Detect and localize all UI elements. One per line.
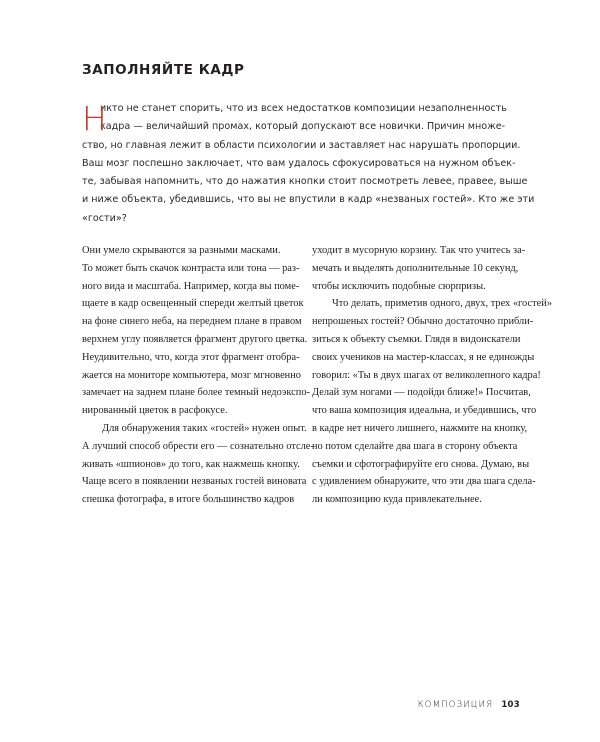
body-line: непрошеных гостей? Обычно достаточно прибли- <box>312 316 534 328</box>
body-line: Что делать, приметив одного, двух, трех «гостей» <box>332 298 553 310</box>
body-line: Они умело скрываются за разными масками. <box>82 245 281 256</box>
body-column-right <box>312 242 553 509</box>
body-line: мечать и выделять дополнительные 10 секунд, <box>312 262 519 274</box>
body-line: что ваша композиция идеальна, и убедившись, что <box>312 405 537 417</box>
body-line: Неудивительно, что, когда этот фрагмент отобра- <box>82 351 300 363</box>
intro-line: «гости»? <box>82 212 127 224</box>
intro-line: те, забывая напомнить, что до нажатия кнопки стоит посмотреть левее, правее, выше <box>82 176 528 188</box>
body-line: ного вида и масштаба. Например, когда вы поме- <box>82 280 300 292</box>
intro-line: и ниже объекта, убедившись, что вы не впустили в кадр «незваных гостей». Кто же эти <box>82 194 535 206</box>
body-line: на фоне синего неба, на переднем плане в правом <box>82 316 302 328</box>
body-line: жается на мониторе компьютера, мозг мгновенно <box>82 369 301 381</box>
drop-cap: Н <box>82 99 107 138</box>
body-line: живать «шпионов» до того, как нажмешь кнопку. <box>82 458 300 470</box>
intro-paragraph <box>82 99 535 228</box>
body-line: спешка фотографа, в итоге большинство кадров <box>82 494 295 506</box>
body-line: в кадре нет ничего лишнего, нажмите на кнопку, <box>312 422 528 434</box>
body-line: чтобы исключить подобные сюрпризы. <box>312 280 486 292</box>
body-line: верхнем углу появляется фрагмент другого цветка. <box>82 333 308 345</box>
body-line: нированный цветок в расфокусе. <box>82 405 228 417</box>
intro-line: кадра — величайший промах, который допускают все новички. Причин множе- <box>100 121 506 133</box>
body-line: но потом сделайте два шага в сторону объекта <box>312 440 518 452</box>
body-line: ли композицию куда привлекательнее. <box>312 494 482 506</box>
body-line: Делай зум ногами — подойди ближе!» Посчитав, <box>312 387 531 399</box>
running-section-title: КОМПОЗИЦИЯ <box>417 700 494 710</box>
intro-line: Ваш мозг поспешно заключает, что вам удалось сфокусироваться на нужном объек- <box>82 157 516 169</box>
body-column-left <box>82 242 317 509</box>
body-line: Чаще всего в появлении незваных гостей виновата <box>82 476 307 488</box>
body-line: говорил: «Ты в двух шагах от великолепного кадра! <box>312 369 541 381</box>
intro-line: икто не станет спорить, что из всех недостатков композиции незаполненность <box>100 103 507 114</box>
body-line: То может быть скачок контраста или тона — раз- <box>82 262 300 274</box>
body-line: своих учеников на мастер-классах, я не единожды <box>312 351 535 363</box>
body-line: уходит в мусорную корзину. Так что учитесь за- <box>312 245 526 256</box>
page-title: ЗАПОЛНЯЙТЕ КАДР <box>82 62 245 78</box>
body-line: съемки и сфотографируйте его снова. Думаю, вы <box>312 458 530 470</box>
page-number: 103 <box>501 700 520 710</box>
body-line: с удивлением обнаружите, что эти два шага сдела- <box>312 476 536 488</box>
page-footer <box>418 700 520 710</box>
body-line: замечает на заднем плане более темный недоэкспо- <box>82 387 310 399</box>
body-line: зиться к объекту съемки. Глядя в видоискатели <box>312 333 521 345</box>
body-line: щаете в кадр освещенный спереди желтый цветок <box>82 298 304 310</box>
intro-line: ство, но главная лежит в области психологии и заставляет нас нарушать пропорции. <box>82 139 521 151</box>
body-line: Для обнаружения таких «гостей» нужен опыт. <box>102 422 307 434</box>
body-line: А лучший способ обрести его — сознательно отсле- <box>82 440 314 452</box>
